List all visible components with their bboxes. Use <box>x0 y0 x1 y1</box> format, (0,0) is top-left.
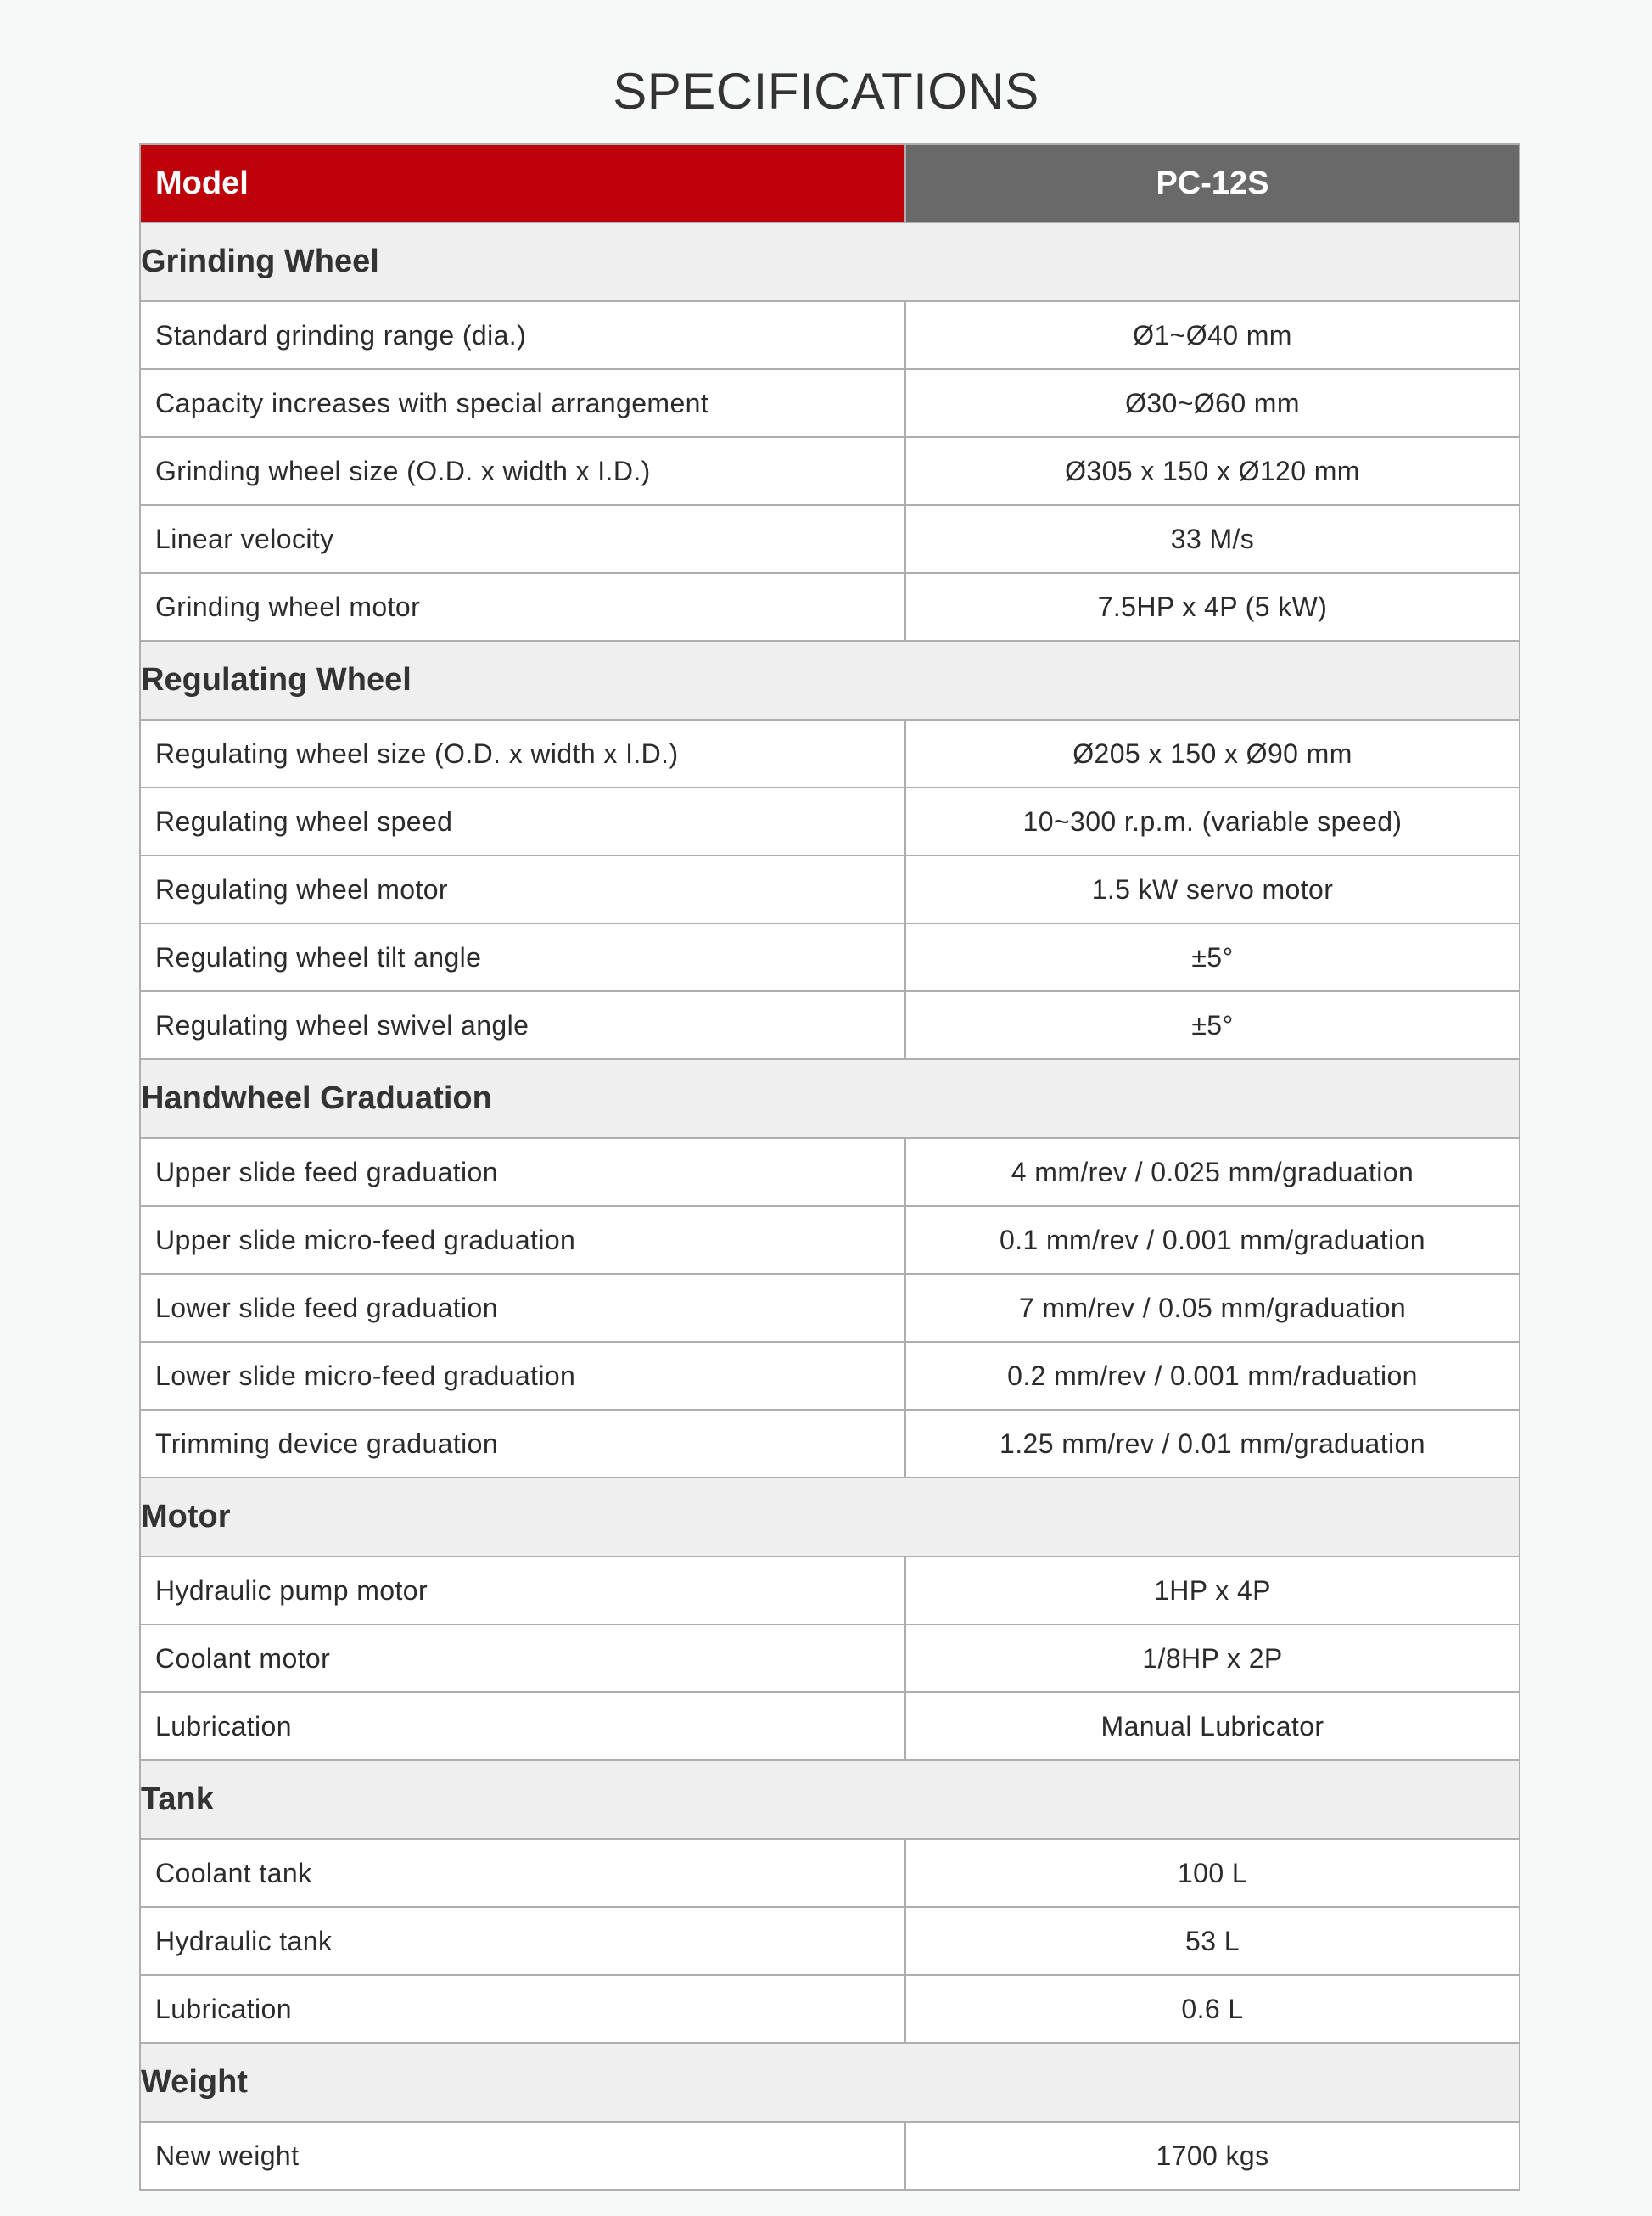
spec-value: 53 L <box>905 1907 1520 1975</box>
table-row <box>140 369 1520 437</box>
table-row <box>140 1624 1520 1692</box>
spec-value: 7 mm/rev / 0.05 mm/graduation <box>905 1274 1520 1342</box>
spec-label: Grinding wheel motor <box>140 573 905 641</box>
table-header-row <box>140 144 1520 222</box>
table-row <box>140 1557 1520 1624</box>
section-title: Weight <box>140 2043 1520 2122</box>
table-row <box>140 1692 1520 1760</box>
table-row <box>140 1342 1520 1410</box>
spec-value: Ø305 x 150 x Ø120 mm <box>905 437 1520 505</box>
spec-value: ±5° <box>905 923 1520 991</box>
table-row <box>140 505 1520 573</box>
spec-value: 33 M/s <box>905 505 1520 573</box>
spec-value: Manual Lubricator <box>905 1692 1520 1760</box>
spec-value: 0.6 L <box>905 1975 1520 2043</box>
table-row <box>140 788 1520 856</box>
section-title: Regulating Wheel <box>140 641 1520 720</box>
spec-value: Ø205 x 150 x Ø90 mm <box>905 720 1520 788</box>
spec-value: 4 mm/rev / 0.025 mm/graduation <box>905 1138 1520 1206</box>
table-row <box>140 2122 1520 2190</box>
section-header-handwheel-graduation <box>140 1059 1520 1138</box>
spec-label: Hydraulic pump motor <box>140 1557 905 1624</box>
spec-value: Ø30~Ø60 mm <box>905 369 1520 437</box>
spec-label: Regulating wheel size (O.D. x width x I.D.) <box>140 720 905 788</box>
section-title: Handwheel Graduation <box>140 1059 1520 1138</box>
model-label: Model <box>140 144 905 222</box>
spec-label: Regulating wheel swivel angle <box>140 991 905 1059</box>
spec-value: 1.25 mm/rev / 0.01 mm/graduation <box>905 1410 1520 1478</box>
spec-label: Coolant tank <box>140 1839 905 1907</box>
section-header-weight <box>140 2043 1520 2122</box>
table-row <box>140 437 1520 505</box>
spec-label: Linear velocity <box>140 505 905 573</box>
specifications-table <box>139 143 1520 2191</box>
table-row <box>140 1206 1520 1274</box>
section-header-tank <box>140 1760 1520 1839</box>
spec-label: Regulating wheel speed <box>140 788 905 856</box>
spec-label: Standard grinding range (dia.) <box>140 301 905 369</box>
spec-label: Lubrication <box>140 1975 905 2043</box>
spec-label: Upper slide feed graduation <box>140 1138 905 1206</box>
spec-value: 0.1 mm/rev / 0.001 mm/graduation <box>905 1206 1520 1274</box>
spec-label: Grinding wheel size (O.D. x width x I.D.) <box>140 437 905 505</box>
table-row <box>140 1410 1520 1478</box>
spec-value: 0.2 mm/rev / 0.001 mm/raduation <box>905 1342 1520 1410</box>
section-title: Tank <box>140 1760 1520 1839</box>
page-title: SPECIFICATIONS <box>613 63 1039 120</box>
spec-value: 7.5HP x 4P (5 kW) <box>905 573 1520 641</box>
table-row <box>140 1274 1520 1342</box>
spec-label: Regulating wheel motor <box>140 856 905 923</box>
spec-value: ±5° <box>905 991 1520 1059</box>
spec-label: Upper slide micro-feed graduation <box>140 1206 905 1274</box>
spec-label: Lower slide feed graduation <box>140 1274 905 1342</box>
section-header-regulating-wheel <box>140 641 1520 720</box>
section-header-grinding-wheel <box>140 222 1520 301</box>
spec-value: 1.5 kW servo motor <box>905 856 1520 923</box>
spec-value: 10~300 r.p.m. (variable speed) <box>905 788 1520 856</box>
spec-label: Capacity increases with special arrangement <box>140 369 905 437</box>
spec-label: Coolant motor <box>140 1624 905 1692</box>
table-row <box>140 301 1520 369</box>
table-row <box>140 573 1520 641</box>
table-row <box>140 856 1520 923</box>
spec-value: 1/8HP x 2P <box>905 1624 1520 1692</box>
spec-value: Ø1~Ø40 mm <box>905 301 1520 369</box>
specifications-table-body <box>140 144 1520 2190</box>
table-row <box>140 923 1520 991</box>
model-value: PC-12S <box>905 144 1520 222</box>
section-title: Grinding Wheel <box>140 222 1520 301</box>
table-row <box>140 1907 1520 1975</box>
table-row <box>140 1839 1520 1907</box>
spec-value: 100 L <box>905 1839 1520 1907</box>
table-row <box>140 720 1520 788</box>
section-header-motor <box>140 1478 1520 1557</box>
spec-label: Lubrication <box>140 1692 905 1760</box>
table-row <box>140 1975 1520 2043</box>
table-row <box>140 991 1520 1059</box>
spec-value: 1700 kgs <box>905 2122 1520 2190</box>
section-title: Motor <box>140 1478 1520 1557</box>
spec-label: Trimming device graduation <box>140 1410 905 1478</box>
spec-label: Regulating wheel tilt angle <box>140 923 905 991</box>
spec-label: New weight <box>140 2122 905 2190</box>
spec-value: 1HP x 4P <box>905 1557 1520 1624</box>
spec-label: Hydraulic tank <box>140 1907 905 1975</box>
spec-label: Lower slide micro-feed graduation <box>140 1342 905 1410</box>
table-row <box>140 1138 1520 1206</box>
